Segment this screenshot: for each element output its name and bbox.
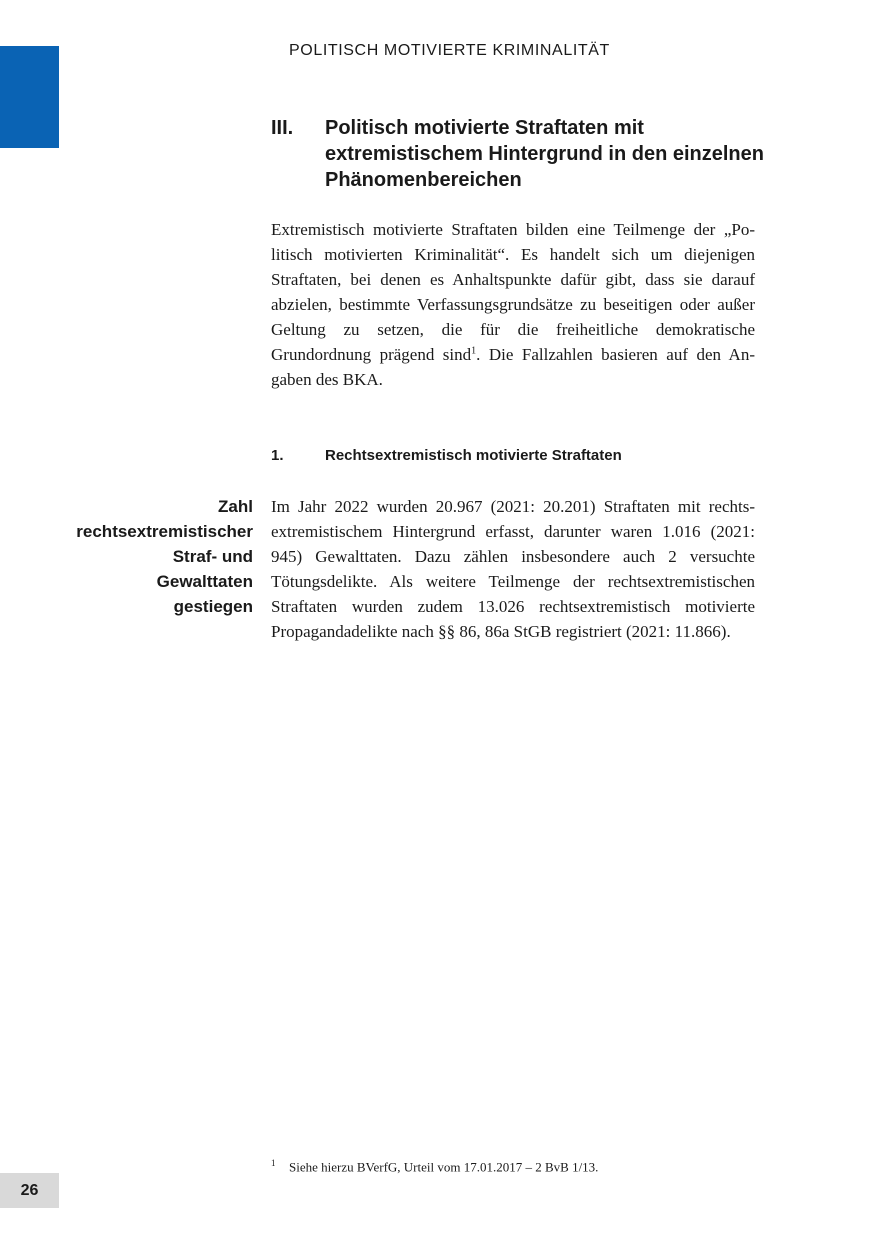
chapter-number: III. <box>271 117 294 139</box>
body-paragraph: Im Jahr 2022 wurden 20.967 (2021: 20.201) Straftaten mit rechtsextremistischem Hintergrund erfasst, darunter waren 1.016 (2021: 945) Gewalttaten. Dazu zählen insbesondere auch 2 versuchte Tötungsdelikte. Als weitere Teilmenge der rechtsextremistischen Straftaten wurden zudem 13.026 rechtsextremistisch motivierte Propagandadelikte nach §§ 86, 86a StGB registriert (2021: 11.866). <box>271 497 755 641</box>
chapter-title: Politisch motivierte Straftaten mit extremistischem Hintergrund in den einzelnen Phänomenbereichen <box>325 117 764 191</box>
marginal-line: Zahl <box>218 497 253 516</box>
section-number: 1. <box>271 447 284 464</box>
marginal-line: Straf- und <box>172 547 253 566</box>
marginal-line: rechtsextremistischer <box>76 522 253 541</box>
running-header: POLITISCH MOTIVIERTE KRIMINALITÄT <box>289 42 610 59</box>
intro-paragraph <box>271 217 755 392</box>
footnote-text: Siehe hierzu BVerfG, Urteil vom 17.01.2017 – 2 BvB 1/13. <box>289 1159 599 1175</box>
footnote-mark: 1 <box>271 1158 276 1168</box>
intro-text: Extremistisch motivierte Straftaten bilden eine Teilmenge der „Politisch motivierten Kriminalität“. Es handelt sich um diejenigen Straftaten, bei denen es Anhaltspunkte dafür gibt, dass sie darauf abzielen, bestimmte Verfassungsgrundsätze zu beseitigen oder außer Geltung zu setzen, die für die freiheitliche demokratische Grundordnung prägend sind <box>271 220 755 364</box>
intro-text-end: . Die Fallzahlen basieren auf den Angaben des BKA. <box>271 345 755 389</box>
marginal-line: gestiegen <box>173 597 253 616</box>
footnote-reference[interactable]: 1 <box>471 345 477 357</box>
footnote <box>271 1154 755 1176</box>
chapter-tab-marker <box>0 46 59 148</box>
marginal-line: Gewalttaten <box>156 572 253 591</box>
marginal-note <box>53 494 253 619</box>
section-title: Rechtsextremistisch motivierte Straftaten <box>325 447 622 464</box>
page-number: 26 <box>0 1173 59 1208</box>
